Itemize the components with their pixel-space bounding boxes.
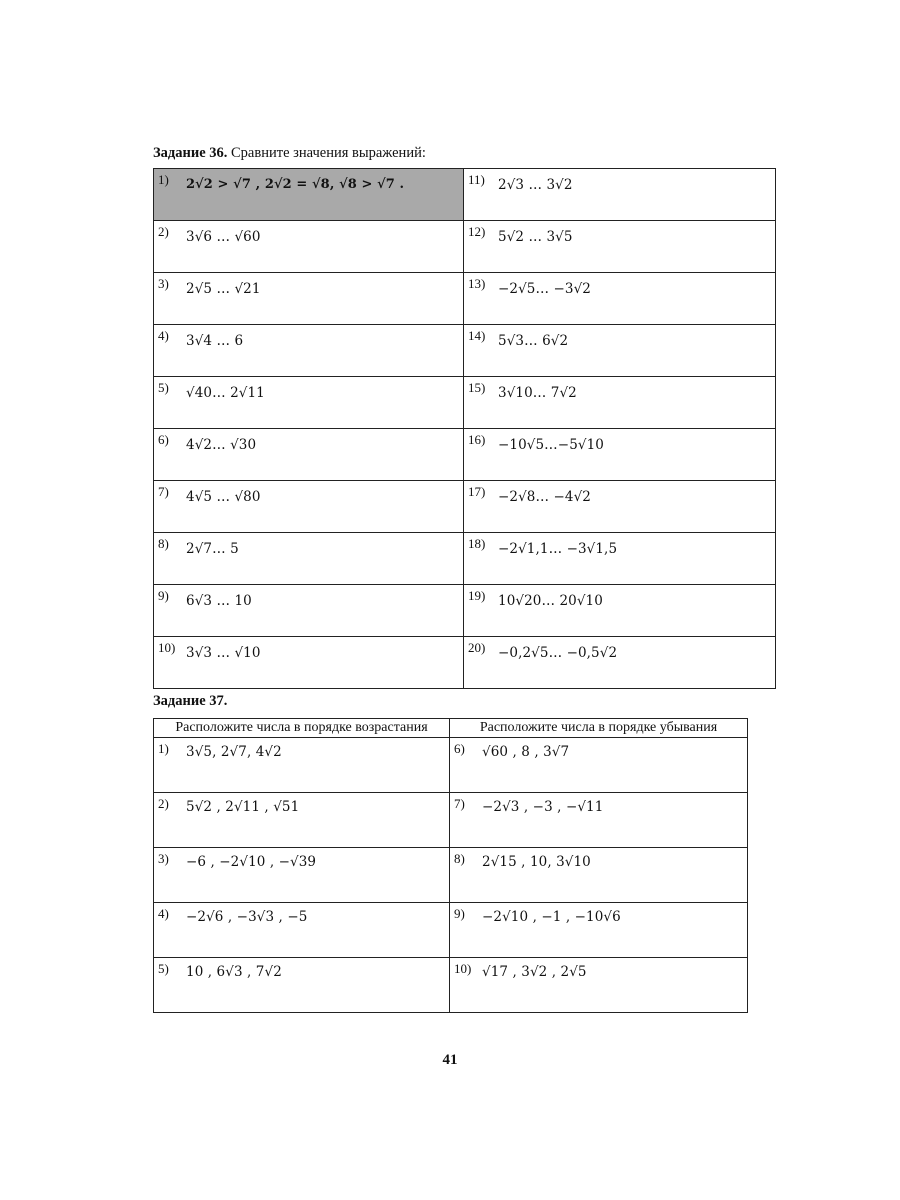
item-number: 5) (158, 961, 169, 976)
table-row (154, 429, 776, 481)
item-expression: 5√3… 6√2 (498, 333, 569, 349)
item-expression: 4√5 … √80 (186, 489, 261, 505)
item-number: 16) (468, 432, 486, 447)
table-row (154, 169, 776, 221)
task-36-instruction: Сравните значения выражений: (231, 145, 426, 161)
table-row (154, 793, 748, 848)
table-row (154, 325, 776, 377)
task-37-cell-9 (450, 903, 748, 958)
item-number: 14) (468, 328, 486, 343)
task-36-cell-16 (464, 429, 776, 481)
item-expression: −0,2√5… −0,5√2 (498, 645, 618, 661)
table-row (154, 481, 776, 533)
task-36-cell-7 (154, 481, 464, 533)
table-row (154, 958, 748, 1013)
item-expression: 3√3 … √10 (186, 645, 261, 661)
item-number: 1) (158, 172, 169, 187)
item-expression: 2√15 , 10, 3√10 (482, 854, 591, 870)
item-expression: −2√10 , −1 , −10√6 (482, 909, 621, 925)
item-number: 10) (454, 961, 472, 976)
page-number: 41 (442, 1052, 458, 1068)
task-37-label: Задание 37. (153, 693, 228, 709)
item-number: 4) (158, 328, 169, 343)
task-37-cell-5 (154, 958, 450, 1013)
item-expression: −10√5…−5√10 (498, 437, 604, 453)
table-row (154, 533, 776, 585)
item-number: 18) (468, 536, 486, 551)
task-36-cell-15 (464, 377, 776, 429)
item-number: 8) (454, 851, 465, 866)
item-number: 3) (158, 851, 169, 866)
task-36-title (153, 145, 426, 162)
item-expression: −2√1,1… −3√1,5 (498, 541, 618, 557)
item-expression: 2√7… 5 (186, 541, 239, 557)
table-row (154, 377, 776, 429)
task-37-cell-6 (450, 738, 748, 793)
task-36-cell-19 (464, 585, 776, 637)
item-number: 8) (158, 536, 169, 551)
item-expression: 2√3 … 3√2 (498, 177, 573, 193)
item-number: 7) (454, 796, 465, 811)
task-36-cell-4 (154, 325, 464, 377)
table-row (154, 273, 776, 325)
item-expression: 10√20… 20√10 (498, 593, 603, 609)
item-expression: 2√5 … √21 (186, 281, 261, 297)
task-36-cell-14 (464, 325, 776, 377)
task-36-cell-18 (464, 533, 776, 585)
task-36-cell-3 (154, 273, 464, 325)
task-36-cell-8 (154, 533, 464, 585)
task-37-cell-3 (154, 848, 450, 903)
item-number: 12) (468, 224, 486, 239)
item-number: 1) (158, 741, 169, 756)
item-number: 19) (468, 588, 486, 603)
task-36-cell-20 (464, 637, 776, 689)
task-36-cell-10 (154, 637, 464, 689)
item-number: 9) (158, 588, 169, 603)
task-37-cell-7 (450, 793, 748, 848)
item-expression: 3√4 … 6 (186, 333, 244, 349)
task-36-label: Задание 36. (153, 145, 228, 161)
item-number: 7) (158, 484, 169, 499)
item-number: 20) (468, 640, 486, 655)
item-expression: √17 , 3√2 , 2√5 (482, 964, 587, 980)
task-36-cell-9 (154, 585, 464, 637)
item-expression: −2√8… −4√2 (498, 489, 591, 505)
task-36-cell-1 (154, 169, 464, 221)
item-expression: 10 , 6√3 , 7√2 (186, 964, 282, 980)
table-row (154, 585, 776, 637)
task-36-table (153, 168, 776, 689)
item-expression: √60 , 8 , 3√7 (482, 744, 570, 760)
task-36-cell-12 (464, 221, 776, 273)
item-expression: 3√10… 7√2 (498, 385, 577, 401)
task-36-cell-11 (464, 169, 776, 221)
item-number: 4) (158, 906, 169, 921)
item-number: 15) (468, 380, 486, 395)
task-37-cell-1 (154, 738, 450, 793)
item-expression: −6 , −2√10 , −√39 (186, 854, 317, 870)
item-number: 2) (158, 224, 169, 239)
task-36-cell-13 (464, 273, 776, 325)
task-37-cell-10 (450, 958, 748, 1013)
item-number: 2) (158, 796, 169, 811)
item-expression: 5√2 , 2√11 , √51 (186, 799, 300, 815)
table-row (154, 903, 748, 958)
task-37-cell-4 (154, 903, 450, 958)
item-expression: −2√5… −3√2 (498, 281, 591, 297)
table-row (154, 738, 748, 793)
task-37-title (153, 693, 227, 710)
item-number: 9) (454, 906, 465, 921)
item-number: 5) (158, 380, 169, 395)
header-ascending: Расположите числа в порядке возрастания (154, 719, 450, 738)
table-row (154, 637, 776, 689)
item-number: 11) (468, 172, 485, 187)
item-number: 3) (158, 276, 169, 291)
item-expression: −2√6 , −3√3 , −5 (186, 909, 308, 925)
item-expression: 4√2… √30 (186, 437, 257, 453)
item-expression: −2√3 , −3 , −√11 (482, 799, 604, 815)
task-37-cell-8 (450, 848, 748, 903)
task-36-cell-2 (154, 221, 464, 273)
table-header-row (154, 719, 748, 738)
task-36-cell-6 (154, 429, 464, 481)
item-number: 6) (158, 432, 169, 447)
header-descending: Расположите числа в порядке убывания (450, 719, 748, 738)
task-36-cell-5 (154, 377, 464, 429)
table-row (154, 221, 776, 273)
task-37-cell-2 (154, 793, 450, 848)
item-expression: 3√6 … √60 (186, 229, 261, 245)
item-number: 10) (158, 640, 176, 655)
task-37-table (153, 718, 748, 1013)
table-row (154, 848, 748, 903)
item-number: 6) (454, 741, 465, 756)
item-expression: 3√5, 2√7, 4√2 (186, 744, 282, 760)
item-number: 13) (468, 276, 486, 291)
item-expression: 6√3 … 10 (186, 593, 252, 609)
item-expression: 5√2 … 3√5 (498, 229, 573, 245)
item-number: 17) (468, 484, 486, 499)
item-expression: √40… 2√11 (186, 385, 265, 401)
task-36-cell-17 (464, 481, 776, 533)
item-expression: 2√2 > √7 , 2√2 = √8, √8 > √7 . (186, 177, 405, 192)
